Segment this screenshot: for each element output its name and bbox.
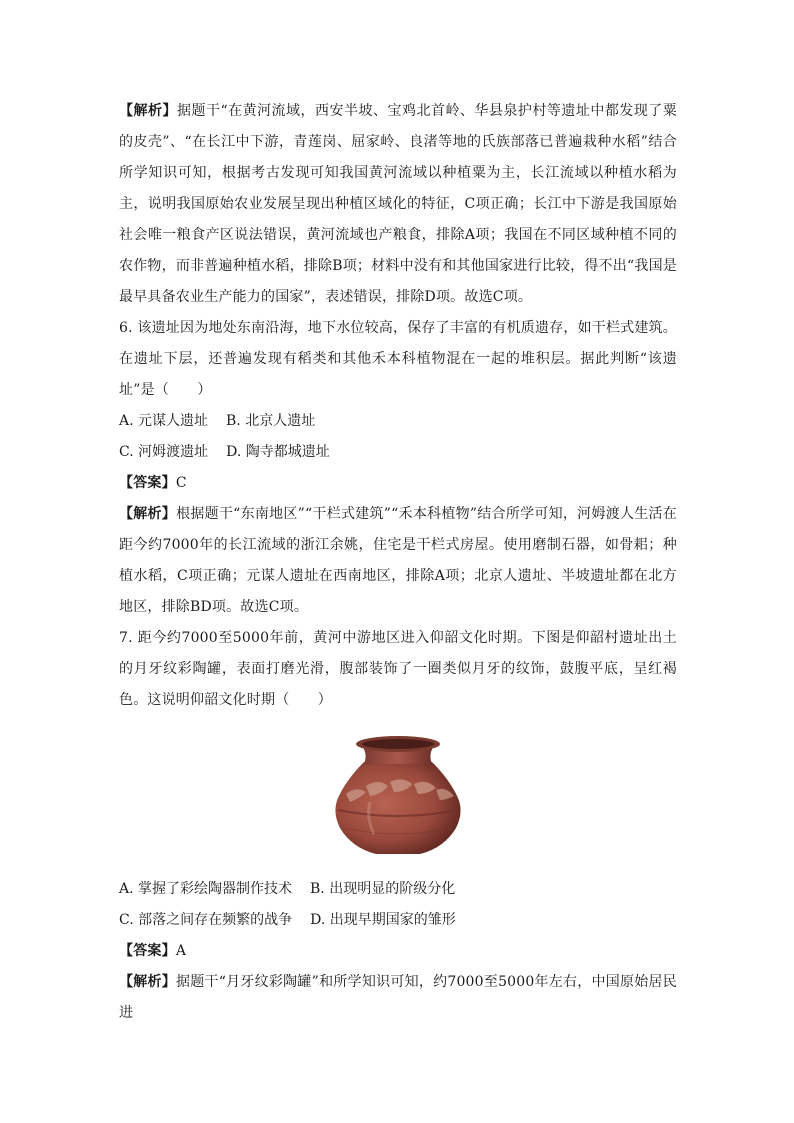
question-6-stem: 6. 该遗址因为地处东南沿海，地下水位较高，保存了丰富的有机质遗存，如干栏式建筑。在遗址下层，还普遍发现有稻类和其他禾本科植物混在一起的堆积层。据此判断“该遗址”是（ ） <box>119 320 678 398</box>
option-c: C. 部落之间存在频繁的战争 <box>119 912 293 928</box>
question-7-options-row-2 <box>119 905 677 936</box>
question-7-stem: 7. 距今约7000至5000年前，黄河中游地区进入仰韶文化时期。下图是仰韶村遗址出土的月牙纹彩陶罐，表面打磨光滑，腹部装饰了一圈类似月牙的纹饰，鼓腹平底，呈红褐色。这说明仰韶文化时期（ ） <box>119 630 677 708</box>
analysis-text: 据题干“月牙纹彩陶罐”和所学知识可知，约7000至5000年左右，中国原始居民进 <box>119 974 677 1021</box>
question-7-options-row-1 <box>119 874 677 905</box>
analysis-text: 据题干“在黄河流域，西安半坡、宝鸡北首岭、华县泉护村等遗址中都发现了粟的皮壳”、“在长江中下游，青莲岗、屈家岭、良渚等地的氏族部落已普遍栽种水稻”结合所学知识可知，根据考古发现可知我国黄河流域以种植粟为主，长江流域以种植水稻为主，说明我国原始农业发展呈现出种植区域化的特征，C项正确；长江中下游是我国原始社会唯一粮食产区说法错误，黄河流域也产粮食，排除A项；我国在不同区域种植不同的农作物，而非普遍种植水稻，排除B项；材料中没有和其他国家进行比较，得不出“我国是最早具备农业生产能力的国家”，表述错误，排除D项。故选C项。 <box>119 103 677 305</box>
question-7-answer <box>119 936 677 967</box>
option-d: D. 出现早期国家的雏形 <box>310 912 456 928</box>
question-6-options-row-1 <box>119 406 677 437</box>
option-c: C. 河姆渡遗址 <box>119 444 209 460</box>
option-a: A. 掌握了彩绘陶器制作技术 <box>119 881 293 897</box>
option-b: B. 出现明显的阶级分化 <box>310 881 456 897</box>
option-d: D. 陶寺都城遗址 <box>226 444 330 460</box>
answer-label: 【答案】 <box>119 475 176 491</box>
analysis-label: 【解析】 <box>119 103 177 119</box>
answer-value: A <box>175 943 187 959</box>
question-6-answer <box>119 468 677 499</box>
answer-value: C <box>175 475 187 491</box>
document-body <box>119 96 677 1029</box>
option-a: A. 元谋人遗址 <box>119 413 209 429</box>
question-6-analysis <box>119 499 677 623</box>
analysis-label: 【解析】 <box>119 506 177 522</box>
question-7-analysis <box>119 967 677 1029</box>
answer-label: 【答案】 <box>119 943 176 959</box>
question-6-options-row-2 <box>119 437 677 468</box>
option-b: B. 北京人遗址 <box>226 413 316 429</box>
analysis-text: 根据题干“东南地区”“干栏式建筑”“禾本科植物”结合所学可知，河姆渡人生活在距今约7000年的长江流域的浙江余姚，住宅是干栏式房屋。使用磨制石器，如骨耜；种植水稻，C项正确；元谋人遗址在西南地区，排除A项；北京人遗址、半坡遗址都在北方地区，排除BD项。故选C项。 <box>119 506 677 615</box>
analysis-label: 【解析】 <box>119 974 177 990</box>
analysis-paragraph-1 <box>119 96 677 313</box>
pottery-figure <box>119 732 677 860</box>
painted-pottery-jar-image <box>326 732 470 860</box>
